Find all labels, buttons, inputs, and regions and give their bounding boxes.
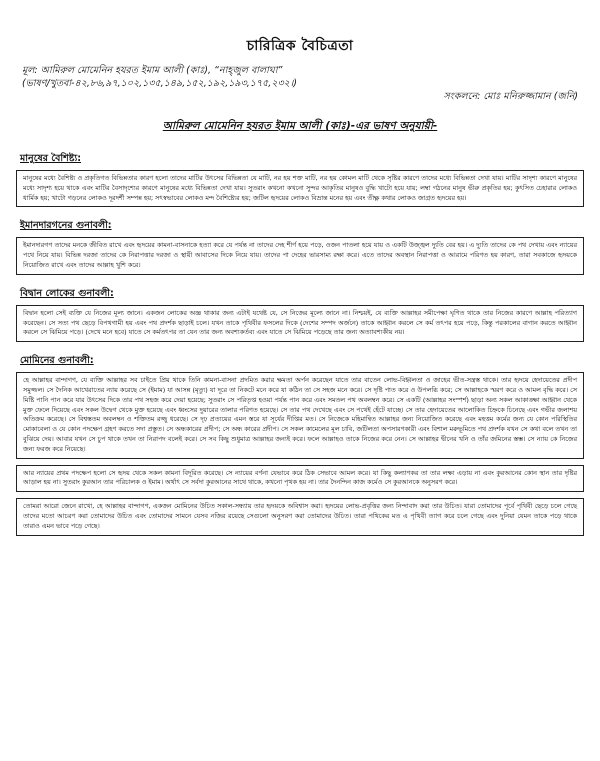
section-human-traits <box>16 146 584 207</box>
paragraph: আর ন্যায়ের প্রথম পদক্ষেপ হলো সে হৃদয় থেকে সকল কামনা বিদূরিত করেছে। সে ন্যায়ের বর্ণনা যেভাবে করে ঠিক সেভাবে আমল করে। যা কিছু কল্যাণকর তা তার লক্ষ্য এড়ায় না এবং কুরআনের কোন স্থান তার দৃষ্টির আড়াল হয় না। সুতরাং কুরআন তার পরিচালক ও ইমাম। অর্থাৎ সে সর্বদা কুরআনের সাথে থাকে, কখনো পৃথক হয় না। তার দৈনন্দিন কাজ কর্মেও সে কুরআনকে অনুসরণ করে। <box>23 468 577 487</box>
section-text-box <box>16 372 584 458</box>
section-scholar <box>16 281 584 342</box>
paragraph: হে আল্লাহর বান্দাগণ, যে ব্যক্তি আল্লাহর সব চাইতে প্রিয় থাকে তিনি কামনা-বাসনা প্রদমিত করার ক্ষমতা অর্পন করেছেন যাতে তার বাতেন লোভ-বিহ্বলতা ও জাহের ভীত-সন্ত্রস্ত থাকে। তার হৃদয়ে হেদায়েতের প্রদীপ সমুজ্জল। সে দৈনিক আখেরাতের ন্যায় করেছে সে (ইমাম) যা আসন্ন (মৃত্যু) যা দূরে তা নিকটে মনে করে যা কঠিন তা সে সহজ মনে করে। সে দৃষ্টি পাত করে ও উপলব্ধি করে; সে আল্লাহকে স্মরণ করে ও আমল বৃদ্ধি করে। সে মিষ্টি পানি পান করে যার উৎসের দিকে তার পথ সহজ করে দেয়া হয়েছে; সুতরাং সে পরিতৃপ্ত হওয়া পর্যন্ত পান করে এবং সমতল পথ অবলম্বন করে। সে একটি (আল্লাহর সংস্পর্শ) ছাড়া অন্য সকল আকাঙ্ক্ষা আহ্বান থেকে মুক্ত ফেলে দিয়েছে এবং সকল উদ্বেগ থেকে মুক্ত হয়েছে এবং ধ্বংসের দুয়ারের তালার পরিণত হয়েছে। সে তার পথ দেখেছে এবং সে পথেই হেঁটে যাচ্ছে। সে তার হেদায়েতের আলোকিত চিহ্নকে চিনেছে এবং গভীর জলাশয় অতিক্রম করেছে। সে বিশ্বস্ততম অবলম্বন ও শক্তিতম রজ্জু ধরেছে। সে দৃঢ় প্রত্যয়ের এমন স্তরে যা সূর্যের দীপ্তির মত। সে নিজেকে মহিমান্বিত আল্লাহর জন্য নিয়োজিত করেছে এবং মহত্তম কর্মের জন্য যে কোন পরিস্থিতির মোকাবেলা ও যে কোন পদক্ষেপ গ্রহণ করতে সদা প্রস্তুত। সে অন্ধকারের প্রদীপ; সে অন্ধ কারের প্রদীপ। সে সকল কামেলের মূল চাবি, জটিলতা অপসারণকারী এবং বিশাল মরুভূমিতে পথ প্রদর্শক যখন সে কথা বলে তখন তা বুঝিয়ে দেয়। আবার যখন সে চুপ থাকে তখন তা নিরাপদ বলেই করে। সে সব কিছু শুধুমাত্র আল্লাহর জন্যই করে। ফলে আল্লাহও তাকে নিজের করে নেন। সে আল্লাহর দ্বীনের খনি ও তাঁর জমিনের স্তম্ভ। সে ন্যায় কে নিজের জন্য ফরজ করে নিয়েছে। <box>23 376 577 453</box>
document-title: চারিত্রিক বৈচিত্রতা <box>246 38 354 54</box>
section-heading: ইমানদারগনের গুনাবলী: <box>20 220 112 232</box>
paragraph: বিদ্বান হলো সেই ব্যক্তি যে নিজের মূল্য জানে। একজন লোকের অজ্ঞ থাকার জন্য এটাই যথেষ্ট যে, সে নিজের মূল্যে জানে না। নিশ্চয়ই, যে ব্যক্তি আল্লাহর সমীপেক্ষা ঘৃণিত থাকে তার নিজের কারণে আল্লাহ পরিত্যাগ করেছেন। সে সত্য পথ ছেড়ে বিপথগামী হয় এবং পথ প্রদর্শক ছাড়াই চলে। যখন তাকে পৃথিবীর ফসলের দিকে (দেশের সম্পদ অর্জনে) তাকে আহ্বান করলে সে কর্ম তৎপর হয়ে পড়ে, কিন্তু পরকালের বাগান করতে আহ্বান করলে সে ঝিমিয়ে পড়ে। (দেখে মনে হবে) যাতে সে কর্মতৎপর তা যেন তার জন্য অবশ্যকর্তব্য এবং যাতে সে ঝিমিয়ে পড়েছে তার জন্য অত্যাবশ্যকীয় নয়। <box>23 308 577 337</box>
section-text-box <box>16 305 584 342</box>
section-heading: মানুষের বৈশিষ্ট্য: <box>20 153 82 164</box>
paragraph: তোমরা আরো জেনে রাখো, হে আল্লাহর বান্দাগণ, একজন মোমিনের উচিত সকাল-সন্ধ্যায় তার হৃদয়কে অবিশ্বাস করা। হৃদয়ের লোভ-প্রবৃত্তির জন্য নিন্দাবাদ করা তার উচিত। যারা তোমাদের পূর্বে পৃথিবী ছেড়ে চলে গেছে তাদের মতো আচরণ করা তোমাদের উচিত এবং তোমাদের সামনে যেসব নজির রয়েছে সেগুলো অনুসরণ করা তোমাদের উচিত। তারা পথিকের মত এ পৃথিবী ত্যাগ করে চলে গেছে এবং দুনিয়া যেমন তাকে পড়ে থাকে তারাও এমন ভাবে পড়ে গেছে। <box>23 502 577 530</box>
source-line: মূল: আমিরুল মোমেনিন হযরত ইমাম আলী (কাঃ), “নাহ্‌জুল বালাঘা” <box>22 65 283 76</box>
section-believers <box>16 213 584 274</box>
section-heading: বিদ্বান লোকের গুনাবলী: <box>20 287 114 299</box>
section-text-box <box>16 465 584 493</box>
section-text-box <box>16 498 584 535</box>
section-text-box <box>16 170 584 207</box>
section-momin <box>16 348 584 492</box>
intro-heading: আমিরুল মোমেনিন হযরত ইমাম আলী (কাঃ)-এর ভাষণ অনুযায়ী- <box>162 120 438 132</box>
paragraph: মানুষের মধ্যে বৈশিষ্ট্য ও প্রকৃতিগত বিভিন্নতার কারণ হলো তাদের মাটির উৎসের বিভিন্নতা যে মাটি, নর হয় শক্ত মাটি, নর হয় কোমল মাটি থেকে সৃষ্টির কারণে তাদের মধ্যে বিভিন্নতা দেখা যায়। মাটির সাদৃশ্য কারণে মানুষের মধ্যে সাদৃশ্য হয়ে থাকে এবং মাটির বৈসাদৃশ্যের কারণে মানুষের মধ্যে বিভিন্নতা দেখা যায়। সুতরাং কখনো কখনো সুন্দর আকৃতির মানুষও বুদ্ধি খাটো হয়ে যায়; লম্বা গঠনের মানুষ ভীরু প্রকৃতির হয়; কুৎসিত চেহারার লোকও ধার্মিক হয়; খাটো গড়নের লোকও দূরদর্শী সম্পন্ন হয়; সৎস্বভাবের লোকও মন্দ বৈশিষ্ট্যের হয়; জটিল হৃদয়ের লোকও বিভ্রান্ত মনের হয় এবং তীক্ষ্ণ কথার লোকও জাগ্রত হৃদয়ের হয়। <box>23 174 577 202</box>
compiled-by: সংকলনে: মোঃ মনিরুজ্জামান (জনি) <box>443 91 578 102</box>
section-heading: মোমিনের গুনাবলী: <box>20 355 94 367</box>
section-closing <box>16 498 584 535</box>
section-text-box <box>16 237 584 274</box>
references-line: (ভাষণ/খুতবা-৪২,৮৬,৯৭,১০২,১৩৫,১৪৯,১৫২,১৯২,১৯৩,১৭৫,২৩২।) <box>22 78 297 89</box>
paragraph: ইমানদারগণ তাদের মনকে জীবিত রাখে এবং হৃদয়ের কামনা-বাসনাকে হত্যা করে যে পর্যন্ত না তাদের দেহ শীর্ণ হয়ে পড়ে, ওজন পাতলা হয়ে যায় ও একটি উজ্জ্বল দ্যুতি বের হয়। এ দ্যুতি তাদের কে পথ দেখায় এবং ন্যায়ের পথে নিয়ে যায়। বিভিন্ন দরজা তাদের কে নিরাপত্তার দরজা ও স্থায়ী আবাসের দিকে নিয়ে যায়। তাদের পা দেহের ভারসাম্য রক্ষা করে। এতে তাদের অবস্থান নিরাপত্তা ও আরামে পরিণত হয় কারণ, তারা সবকাজে হৃদয়কে নিয়োজিত রাখে এবং তাদের আল্লাহ খুশি করে। <box>23 241 577 269</box>
